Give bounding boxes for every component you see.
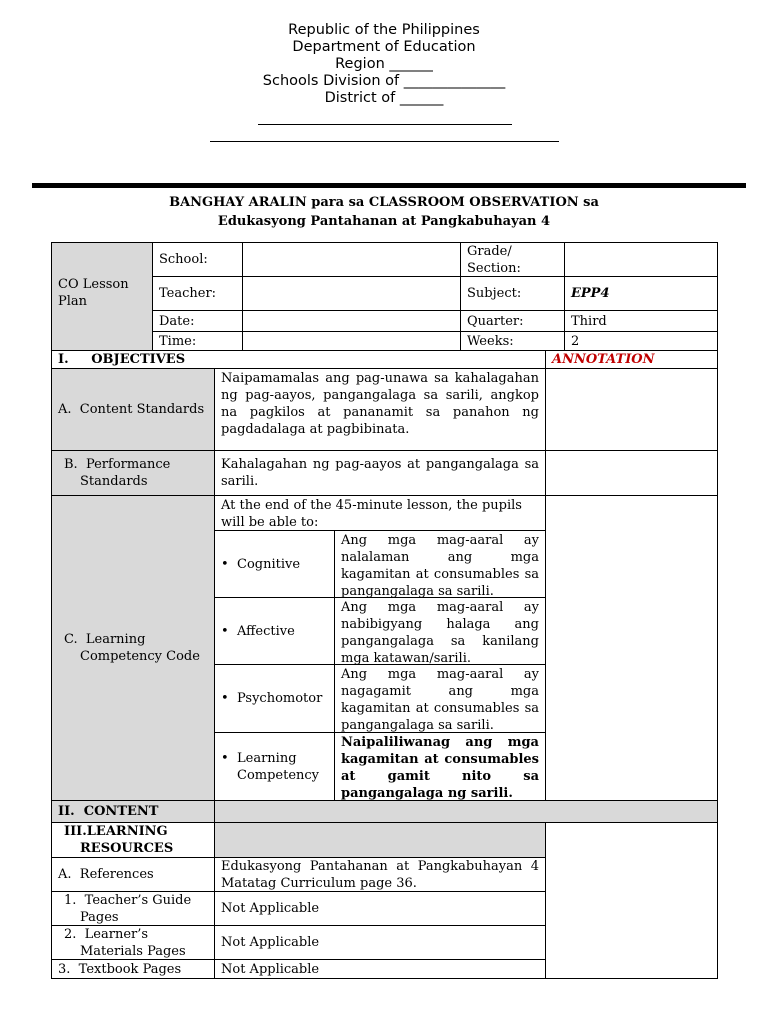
annotation-heading: ANNOTATION xyxy=(545,350,718,369)
bullet-icon: • xyxy=(221,691,229,706)
grade-section-label: Grade/ Section: xyxy=(460,242,565,277)
references-text: Edukasyong Pantahanan at Pangkabuhayan 4 Matatag Curriculum page 36. xyxy=(214,857,546,892)
learners-materials-value: Not Applicable xyxy=(214,925,546,960)
date-value xyxy=(242,310,461,332)
teacher-label: Teacher: xyxy=(152,276,243,311)
domain-affective-text: Ang mga mag-aaral ay nabibigyang halaga ang pangangalaga sa kanilang mga katawan/sarili. xyxy=(334,597,546,665)
domain-psychomotor-label: • Psychomotor xyxy=(214,664,335,733)
co-lesson-plan-label: CO Lesson Plan xyxy=(51,242,153,351)
annotation-performance xyxy=(545,450,718,496)
teachers-guide-value: Not Applicable xyxy=(214,891,546,926)
quarter-value: Third xyxy=(564,310,718,332)
header-republic: Republic of the Philippines xyxy=(288,22,480,38)
objectives-heading: I. OBJECTIVES xyxy=(51,350,546,369)
school-label: School: xyxy=(152,242,243,277)
school-value xyxy=(242,242,461,277)
domain-affective-label: • Affective xyxy=(214,597,335,665)
header-region: Region ______ xyxy=(335,56,433,72)
quarter-label: Quarter: xyxy=(460,310,565,332)
learners-materials-label: 2. Learner’s Materials Pages xyxy=(51,925,215,960)
content-standards-text: Naipamamalas ang pag-unawa sa kahalagahan ng pag-aayos, pangangalaga sa sarili, angkop na pagkilos at pananamit sa panahon ng pagdadalaga at pagbibinata. xyxy=(214,368,546,451)
content-value xyxy=(214,800,718,823)
content-heading: II. CONTENT xyxy=(51,800,215,823)
domain-cognitive-label: • Cognitive xyxy=(214,530,335,598)
domain-psychomotor-text: Ang mga mag-aaral ay nagagamit ang mga kagamitan at consumables sa pangangalaga sa sarili. xyxy=(334,664,546,733)
bullet-icon: • xyxy=(221,556,229,572)
header-divider xyxy=(32,183,746,188)
annotation-competency xyxy=(545,495,718,801)
textbook-pages-label: 3. Textbook Pages xyxy=(51,959,215,979)
time-label: Time: xyxy=(152,331,243,351)
annotation-content-standards xyxy=(545,368,718,451)
header-department: Department of Education xyxy=(292,39,476,55)
subject-label: Subject: xyxy=(460,276,565,311)
annotation-resources xyxy=(545,822,718,979)
references-label: A. References xyxy=(51,857,215,892)
domain-learning-competency-text: Naipaliliwanag ang mga kagamitan at consumables at gamit nito sa pangangalaga ng sarili. xyxy=(334,732,546,801)
textbook-pages-value: Not Applicable xyxy=(214,959,546,979)
time-value xyxy=(242,331,461,351)
header-blank-line-2 xyxy=(210,141,559,142)
header-district: District of ______ xyxy=(324,90,444,106)
content-standards-label: A. Content Standards xyxy=(51,368,215,451)
performance-standards-text: Kahalagahan ng pag-aayos at pangangalaga sa sarili. xyxy=(214,450,546,496)
learning-competency-label: C. Learning Competency Code xyxy=(51,495,215,801)
teachers-guide-label: 1. Teacher’s Guide Pages xyxy=(51,891,215,926)
domain-cognitive-text: Ang mga mag-aaral ay nalalaman ang mga kagamitan at consumables sa pangangalaga sa sarili. xyxy=(334,530,546,598)
learning-resources-heading: III.LEARNING RESOURCES xyxy=(51,822,215,858)
bullet-icon: • xyxy=(221,751,229,766)
document-title: BANGHAY ARALIN para sa CLASSROOM OBSERVATION sa Edukasyong Pantahanan at Pangkabuhayan 4 xyxy=(169,195,599,229)
grade-section-value xyxy=(564,242,718,277)
document-header xyxy=(0,22,768,107)
learning-resources-value xyxy=(214,822,546,858)
performance-standards-label: B. Performance Standards xyxy=(51,450,215,496)
subject-value: EPP4 xyxy=(564,276,718,311)
competency-intro: At the end of the 45-minute lesson, the pupils will be able to: xyxy=(214,495,546,531)
teacher-value xyxy=(242,276,461,311)
header-division: Schools Division of ______________ xyxy=(262,73,506,89)
weeks-label: Weeks: xyxy=(460,331,565,351)
weeks-value: 2 xyxy=(564,331,718,351)
bullet-icon: • xyxy=(221,623,229,639)
domain-learning-competency-label: • Learning Competency xyxy=(214,732,335,801)
header-blank-line-1 xyxy=(258,124,512,125)
date-label: Date: xyxy=(152,310,243,332)
